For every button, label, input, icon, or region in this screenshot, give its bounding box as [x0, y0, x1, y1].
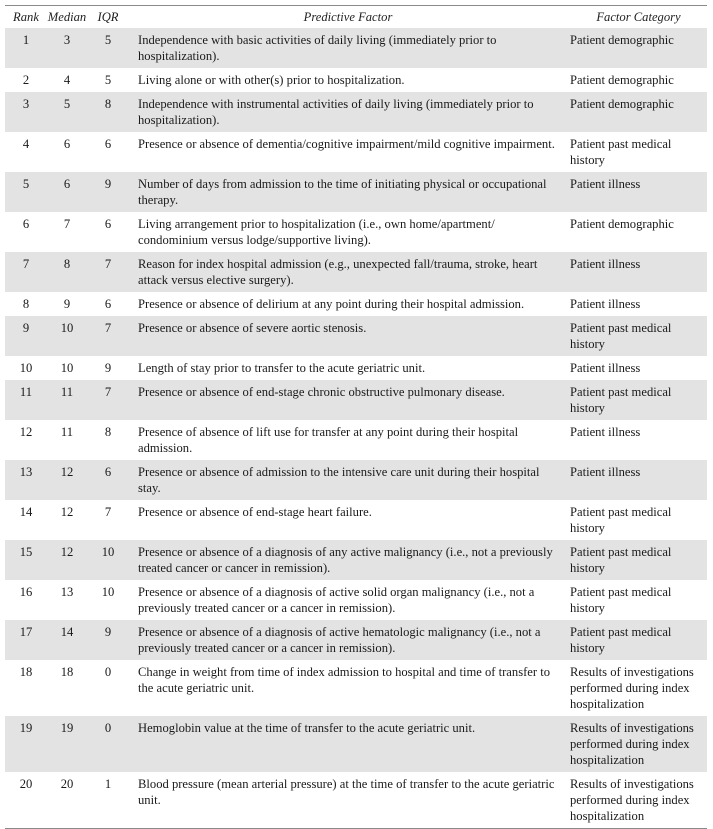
- cell-factor-category: Patient past medical history: [570, 137, 672, 167]
- cell-predictive-factor: Length of stay prior to transfer to the acute geriatric unit.: [138, 361, 426, 375]
- cell-factor-category: Patient illness: [570, 361, 641, 375]
- cell-median: 3: [47, 28, 87, 68]
- table-row: [5, 172, 707, 212]
- cell-iqr: 1: [104, 777, 112, 791]
- cell-rank: 8: [22, 297, 30, 311]
- cell-iqr: 6: [104, 137, 112, 151]
- cell-iqr: 7: [87, 252, 129, 292]
- header-row: [5, 6, 707, 29]
- cell-rank: 14: [19, 505, 33, 519]
- cell-factor-category: Patient illness: [564, 252, 707, 292]
- cell-rank: 13: [5, 460, 47, 500]
- cell-predictive-factor: Living arrangement prior to hospitalization (i.e., own home/apartment/ condominium versus lodge/supportive living).: [138, 217, 495, 247]
- cell-factor-category: Patient illness: [570, 297, 641, 311]
- cell-rank: 7: [5, 252, 47, 292]
- cell-median: 6: [47, 172, 87, 212]
- table-row: [5, 292, 707, 316]
- header-iqr: IQR: [97, 10, 119, 24]
- cell-factor-category: Patient past medical history: [564, 620, 707, 660]
- cell-rank: 16: [19, 585, 33, 599]
- cell-median: 8: [47, 252, 87, 292]
- cell-rank: 11: [5, 380, 47, 420]
- cell-predictive-factor: Independence with basic activities of daily living (immediately prior to hospitalization).: [129, 28, 564, 68]
- cell-factor-category: Patient past medical history: [570, 585, 672, 615]
- header-rank: Rank: [13, 10, 39, 24]
- cell-factor-category: Patient past medical history: [564, 380, 707, 420]
- cell-median: 5: [47, 92, 87, 132]
- table-row: [5, 620, 707, 660]
- cell-predictive-factor: Presence or absence of a diagnosis of active solid organ malignancy (i.e., not a previously treated cancer or a cancer in remission).: [138, 585, 535, 615]
- cell-factor-category: Results of investigations performed during index hospitalization: [564, 716, 707, 772]
- cell-iqr: 8: [104, 425, 112, 439]
- table-row: [5, 316, 707, 356]
- cell-predictive-factor: Number of days from admission to the time of initiating physical or occupational therapy.: [129, 172, 564, 212]
- cell-iqr: 10: [87, 540, 129, 580]
- header-predictive-factor: Predictive Factor: [303, 10, 393, 24]
- cell-factor-category: Patient illness: [570, 425, 641, 439]
- table-row: [5, 716, 707, 772]
- cell-factor-category: Patient past medical history: [570, 505, 672, 535]
- cell-iqr: 0: [104, 665, 112, 679]
- cell-iqr: 10: [101, 585, 115, 599]
- cell-predictive-factor: Change in weight from time of index admission to hospital and time of transfer to the acute geriatric unit.: [138, 665, 551, 695]
- cell-iqr: 9: [104, 361, 112, 375]
- table-row: [5, 380, 707, 420]
- cell-rank: 12: [19, 425, 33, 439]
- cell-predictive-factor: Presence of absence of lift use for transfer at any point during their hospital admission.: [138, 425, 519, 455]
- predictive-factors-table: [5, 5, 707, 829]
- cell-median: 12: [47, 460, 87, 500]
- cell-predictive-factor: Blood pressure (mean arterial pressure) at the time of transfer to the acute geriatric unit.: [138, 777, 555, 807]
- cell-iqr: 0: [87, 716, 129, 772]
- cell-iqr: 5: [87, 28, 129, 68]
- cell-factor-category: Results of investigations performed during index hospitalization: [570, 665, 694, 711]
- cell-rank: 2: [22, 73, 30, 87]
- cell-median: 6: [63, 137, 71, 151]
- cell-factor-category: Patient past medical history: [564, 316, 707, 356]
- cell-rank: 20: [19, 777, 33, 791]
- table-row: [5, 420, 707, 460]
- table-body: [5, 28, 707, 829]
- cell-factor-category: Patient illness: [564, 172, 707, 212]
- cell-rank: 4: [22, 137, 30, 151]
- cell-predictive-factor: Presence or absence of delirium at any point during their hospital admission.: [138, 297, 525, 311]
- cell-predictive-factor: Presence or absence of severe aortic stenosis.: [129, 316, 564, 356]
- cell-median: 12: [47, 540, 87, 580]
- cell-predictive-factor: Presence or absence of a diagnosis of any active malignancy (i.e., not a previously treated cancer or cancer in remission).: [129, 540, 564, 580]
- header-factor-category: Factor Category: [596, 10, 681, 24]
- table-row: [5, 212, 707, 252]
- cell-predictive-factor: Presence or absence of end-stage heart failure.: [138, 505, 372, 519]
- header-median: Median: [47, 10, 87, 24]
- table-row: [5, 92, 707, 132]
- cell-median: 10: [47, 316, 87, 356]
- cell-iqr: 6: [104, 297, 112, 311]
- cell-median: 10: [60, 361, 74, 375]
- cell-median: 18: [60, 665, 74, 679]
- table-row: [5, 68, 707, 92]
- cell-rank: 18: [19, 665, 33, 679]
- cell-iqr: 7: [87, 380, 129, 420]
- cell-predictive-factor: Hemoglobin value at the time of transfer to the acute geriatric unit.: [129, 716, 564, 772]
- cell-median: 11: [60, 425, 74, 439]
- cell-rank: 6: [22, 217, 30, 231]
- cell-iqr: 5: [104, 73, 112, 87]
- cell-factor-category: Patient demographic: [570, 217, 674, 231]
- cell-iqr: 7: [87, 316, 129, 356]
- cell-factor-category: Patient demographic: [570, 73, 674, 87]
- cell-rank: 3: [5, 92, 47, 132]
- cell-iqr: 7: [104, 505, 112, 519]
- table-header: [5, 6, 707, 29]
- cell-rank: 9: [5, 316, 47, 356]
- cell-median: 11: [47, 380, 87, 420]
- table-row: [5, 132, 707, 172]
- cell-rank: 1: [5, 28, 47, 68]
- cell-median: 13: [60, 585, 74, 599]
- cell-median: 4: [63, 73, 71, 87]
- cell-rank: 17: [5, 620, 47, 660]
- table-row: [5, 580, 707, 620]
- table-row: [5, 356, 707, 380]
- cell-predictive-factor: Presence or absence of dementia/cognitive impairment/mild cognitive impairment.: [138, 137, 555, 151]
- cell-rank: 15: [5, 540, 47, 580]
- table-row: [5, 772, 707, 829]
- cell-rank: 5: [5, 172, 47, 212]
- table-row: [5, 540, 707, 580]
- cell-iqr: 6: [104, 217, 112, 231]
- cell-median: 12: [60, 505, 74, 519]
- cell-rank: 19: [5, 716, 47, 772]
- cell-factor-category: Patient demographic: [564, 28, 707, 68]
- table-row: [5, 252, 707, 292]
- table-row: [5, 460, 707, 500]
- cell-median: 7: [63, 217, 71, 231]
- table-row: [5, 660, 707, 716]
- cell-median: 9: [63, 297, 71, 311]
- cell-factor-category: Patient illness: [564, 460, 707, 500]
- cell-factor-category: Results of investigations performed during index hospitalization: [570, 777, 694, 823]
- cell-iqr: 9: [87, 620, 129, 660]
- cell-predictive-factor: Presence or absence of end-stage chronic obstructive pulmonary disease.: [129, 380, 564, 420]
- cell-predictive-factor: Presence or absence of a diagnosis of active hematologic malignancy (i.e., not a previously treated cancer or a cancer in remission).: [129, 620, 564, 660]
- table-row: [5, 500, 707, 540]
- cell-median: 14: [47, 620, 87, 660]
- cell-median: 19: [47, 716, 87, 772]
- cell-factor-category: Patient past medical history: [564, 540, 707, 580]
- cell-iqr: 8: [87, 92, 129, 132]
- cell-predictive-factor: Presence or absence of admission to the intensive care unit during their hospital stay.: [129, 460, 564, 500]
- cell-predictive-factor: Reason for index hospital admission (e.g., unexpected fall/trauma, stroke, heart attack versus elective surgery).: [129, 252, 564, 292]
- cell-predictive-factor: Independence with instrumental activities of daily living (immediately prior to hospitalization).: [129, 92, 564, 132]
- cell-predictive-factor: Living alone or with other(s) prior to hospitalization.: [138, 73, 405, 87]
- cell-factor-category: Patient demographic: [564, 92, 707, 132]
- cell-iqr: 9: [87, 172, 129, 212]
- cell-rank: 10: [19, 361, 33, 375]
- table-row: [5, 28, 707, 68]
- cell-median: 20: [60, 777, 74, 791]
- predictive-factors-table-container: [5, 5, 707, 829]
- cell-iqr: 6: [87, 460, 129, 500]
